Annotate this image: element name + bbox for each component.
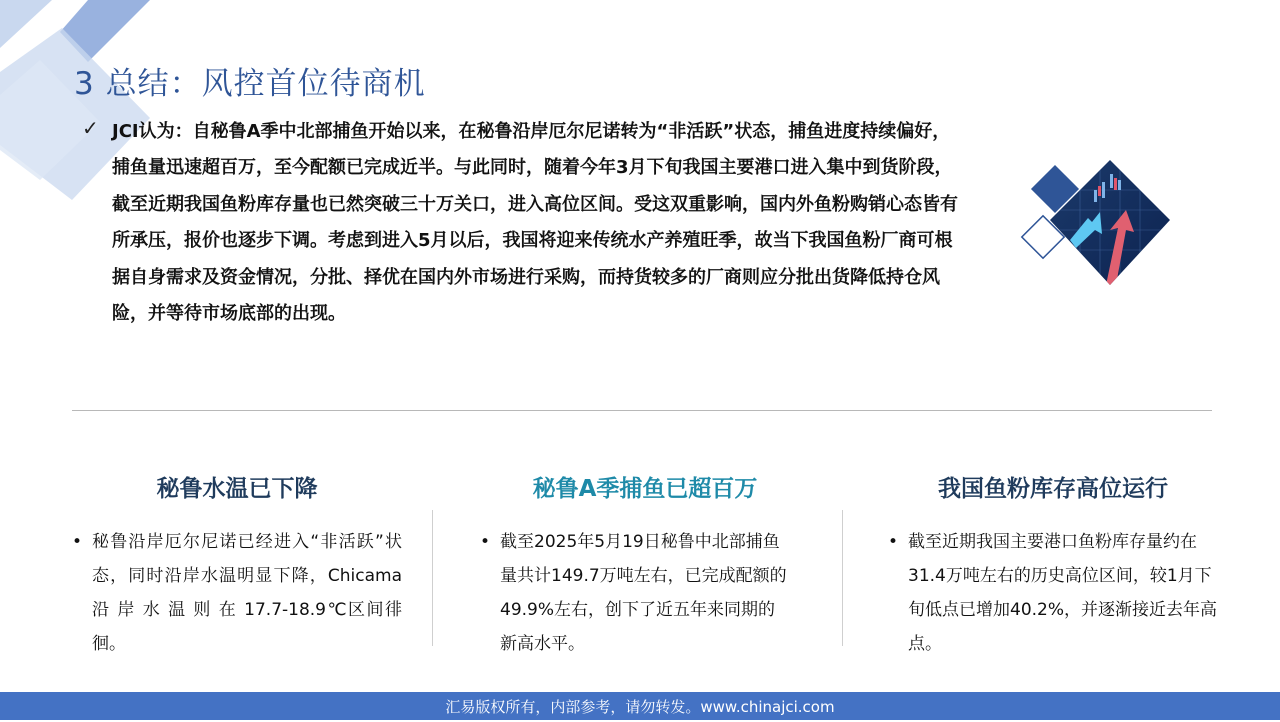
column-title: 我国鱼粉库存高位运行 (938, 476, 1168, 502)
section-divider (72, 410, 1212, 411)
bullet-item (72, 525, 402, 661)
copyright-footer: 汇易版权所有，内部参考，请勿转发。www.chinajci.com (0, 692, 1280, 720)
summary-block (82, 114, 962, 332)
bullet-text: 秘鲁沿岸厄尔尼诺已经进入“非活跃”状态，同时沿岸水温明显下降，Chicama 沿 岸 水 温 则 在 17.7-18.9℃区间徘徊。 (92, 532, 402, 654)
column-title: 秘鲁A季捕鱼已超百万 (532, 476, 758, 502)
column-separator (432, 510, 433, 646)
column-title: 秘鲁水温已下降 (156, 476, 318, 502)
column-peru-water-temp (72, 470, 402, 661)
chart-arrow-decoration-icon (1010, 160, 1180, 295)
bullet-text: 截至近期我国主要港口鱼粉库存量约在31.4万吨左右的历史高位区间，较1月下旬低点已增加40.2%，并逐渐接近去年高点。 (908, 532, 1218, 654)
bullet-item (480, 525, 790, 661)
bullet-text: 截至2025年5月19日秘鲁中北部捕鱼量共计149.7万吨左右，已完成配额的49.9%左右，创下了近五年来同期的新高水平。 (500, 532, 787, 654)
bullet-icon: • (480, 532, 491, 552)
summary-text: JCI认为：自秘鲁A季中北部捕鱼开始以来，在秘鲁沿岸厄尔尼诺转为“非活跃”状态，捕鱼进度持续偏好，捕鱼量迅速超百万，至今配额已完成近半。与此同时，随着今年3月下旬我国主要港口进入集中到货阶段，截至近期我国鱼粉库存量也已然突破三十万关口，进入高位区间。受这双重影响，国内外鱼粉购销心态皆有所承压，报价也逐步下调。考虑到进入5月以后，我国将迎来传统水产养殖旺季，故当下我国鱼粉厂商可根据自身需求及资金情况，分批、择优在国内外市场进行采购，而持货较多的厂商则应分批出货降低持仓风险，并等待市场底部的出现。 (112, 121, 958, 325)
column-china-inventory (888, 470, 1218, 661)
page-title: 3 总结：风控首位待商机 (74, 66, 426, 102)
column-peru-catch (480, 470, 810, 661)
column-separator (842, 510, 843, 646)
checkmark-icon: ✓ (82, 116, 99, 140)
bullet-icon: • (888, 532, 899, 552)
bullet-icon: • (72, 532, 83, 552)
bullet-item (888, 525, 1218, 661)
